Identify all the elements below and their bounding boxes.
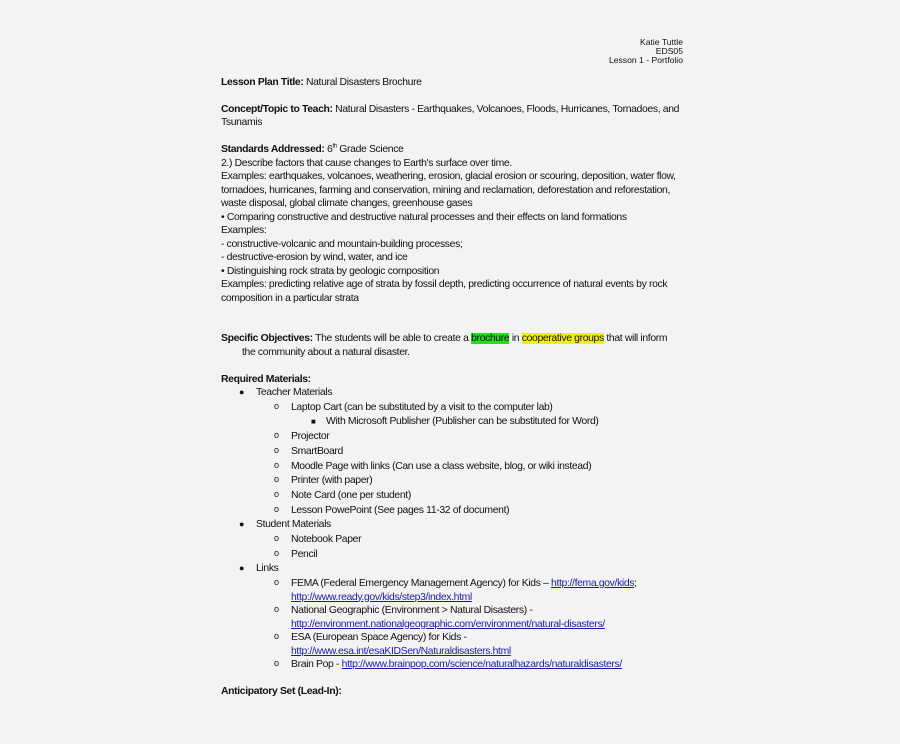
standards-line: - destructive-erosion by wind, water, and ice (221, 252, 408, 264)
concept-value: Natural Disasters - Earthquakes, Volcanoes, Floods, Hurricanes, Tornadoes, and Tsunamis (221, 103, 680, 129)
circle-bullet-icon: o (274, 444, 279, 455)
circle-bullet-icon: o (274, 430, 279, 441)
highlight-brochure: brochure (471, 333, 510, 345)
list-item: o Printer (with paper) (274, 474, 373, 487)
circle-bullet-icon: o (274, 400, 279, 411)
list-item: o Projector (274, 430, 330, 443)
circle-bullet-icon: o (274, 577, 279, 588)
lesson-title-value: Natural Disasters Brochure (303, 76, 422, 88)
document-body (221, 38, 683, 699)
square-bullet-icon: ■ (311, 417, 316, 427)
standards-line: - constructive-volcanic and mountain-building processes; (221, 238, 463, 250)
standards-line: Examples: (221, 225, 267, 237)
list-item: ● Student Materials (239, 519, 331, 531)
lesson-title-label: Lesson Plan Title: (221, 76, 304, 88)
circle-bullet-icon: o (274, 604, 279, 615)
ready-gov-link[interactable]: http://www.ready.gov/kids/step3/index.html (291, 591, 472, 603)
circle-bullet-icon: o (274, 532, 279, 543)
standards-line: Examples: earthquakes, volcanoes, weathering, erosion, glacial erosion or scouring, deposition, water flow, tornadoes, hurricanes, farming and conservation, mining and reclamation, deforestation and reforestation, waste disposal, global climate changes, greenhouse gases (221, 171, 676, 210)
author-name: Katie Tuttle (640, 37, 683, 47)
brainpop-link[interactable]: http://www.brainpop.com/science/naturalhazards/naturaldisasters/ (341, 659, 622, 671)
natgeo-link[interactable]: http://environment.nationalgeographic.com/environment/natural-disasters/ (291, 618, 605, 630)
list-item: o Pencil (274, 547, 318, 560)
bullet-icon: ● (239, 387, 245, 398)
circle-bullet-icon: o (274, 474, 279, 485)
list-item: ■ With Microsoft Publisher (Publisher can be substituted for Word) (311, 416, 599, 428)
standards-line: 2.) Describe factors that cause changes to Earth's surface over time. (221, 157, 512, 169)
materials-label: Required Materials: (221, 373, 311, 385)
circle-bullet-icon: o (274, 658, 279, 669)
standards-line: Examples: predicting relative age of strata by fossil depth, predicting occurrence of natural events by rock composition in a particular strata (221, 279, 668, 304)
list-item: o Note Card (one per student) (274, 488, 411, 501)
concept-topic (221, 103, 683, 130)
circle-bullet-icon: o (274, 488, 279, 499)
list-item: o National Geographic (Environment > Natural Disasters) - http://environment.nationalgeographic.com/environment/natural-disasters/ (274, 604, 605, 630)
page-header (221, 38, 683, 66)
list-item: ● Links (239, 563, 279, 575)
materials-list (221, 386, 683, 671)
circle-bullet-icon: o (274, 459, 279, 470)
highlight-cooperative-groups: cooperative groups (521, 333, 604, 345)
list-item: o Lesson PowePoint (See pages 11-32 of document) (274, 503, 510, 516)
circle-bullet-icon: o (274, 503, 279, 514)
list-item: o Laptop Cart (can be substituted by a visit to the computer lab) (274, 400, 553, 413)
standards-label: Standards Addressed: (221, 144, 325, 156)
circle-bullet-icon: o (274, 547, 279, 558)
list-item: o Brain Pop - http://www.brainpop.com/science/naturalhazards/naturaldisasters/ (274, 658, 622, 671)
fema-kids-link[interactable]: http://fema.gov/kids (551, 578, 635, 590)
concept-label: Concept/Topic to Teach: (221, 103, 333, 115)
specific-objectives: Specific Objectives: The students will be able to create a brochure in cooperative groups that will inform (221, 333, 668, 345)
bullet-icon: ● (239, 563, 245, 574)
circle-bullet-icon: o (274, 631, 279, 642)
list-item: o Notebook Paper (274, 532, 362, 545)
list-item: ● Teacher Materials (239, 387, 333, 399)
objectives-continued: the community about a natural disaster. (242, 346, 410, 358)
bullet-icon: ● (239, 519, 245, 530)
objectives-label: Specific Objectives: (221, 333, 313, 345)
list-item: o FEMA (Federal Emergency Management Agency) for Kids – http://fema.gov/kids; http://www.ready.gov/kids/step3/index.html (274, 577, 637, 603)
standards-line: • Distinguishing rock strata by geologic composition (221, 265, 440, 277)
list-item: o Moodle Page with links (Can use a class website, blog, or wiki instead) (274, 459, 592, 472)
esa-kids-link[interactable]: http://www.esa.int/esaKIDSen/Naturaldisasters.html (291, 645, 511, 657)
course-code: EDS05 (655, 46, 683, 57)
standards-line: • Comparing constructive and destructive natural processes and their effects on land formations (221, 211, 627, 223)
lesson-label: Lesson 1 - Portfolio (608, 55, 683, 66)
anticipatory-set-label: Anticipatory Set (Lead-In): (221, 686, 342, 698)
list-item: o ESA (European Space Agency) for Kids - http://www.esa.int/esaKIDSen/Naturaldisasters.html (274, 631, 511, 657)
standards-heading: Standards Addressed: 6th Grade Science (221, 143, 404, 156)
list-item: o SmartBoard (274, 444, 343, 457)
lesson-title (221, 76, 683, 90)
